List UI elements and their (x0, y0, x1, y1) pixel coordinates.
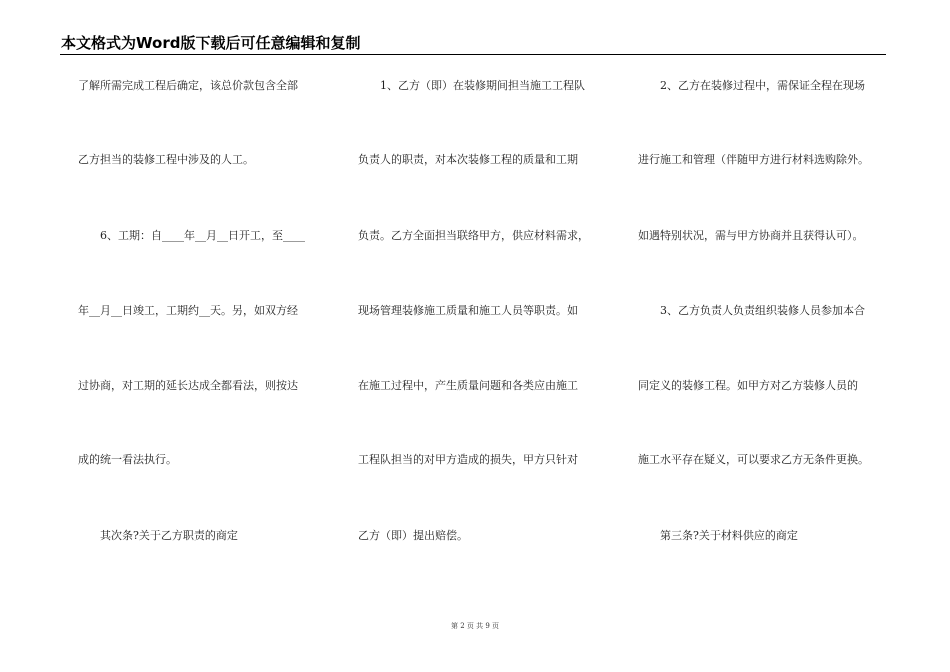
section-heading: 第三条?关于材料供应的商定 (638, 529, 798, 542)
text-line: 6、工期：自____年__月__日开工，至____ (78, 229, 305, 242)
page-number: 第 2 页 共 9 页 (450, 622, 500, 630)
text-line: 同定义的装修工程。如甲方对乙方装修人员的 (638, 379, 858, 392)
text-line: 成的统一看法执行。 (78, 453, 177, 466)
text-line: 乙方担当的装修工程中涉及的人工。 (78, 153, 254, 166)
document-header-title: 本文格式为Word版下载后可任意编辑和复制 (61, 34, 361, 52)
section-heading: 其次条?关于乙方职责的商定 (78, 529, 238, 542)
text-line: 如遇特别状况，需与甲方协商并且获得认可）。 (638, 229, 864, 242)
header-divider (60, 54, 886, 55)
text-line: 3、乙方负责人负责组织装修人员参加本合 (638, 304, 865, 317)
text-line: 负责。乙方全面担当联络甲方，供应材料需求， (358, 229, 589, 242)
text-line: 1、乙方（即）在装修期间担当施工工程队 (358, 79, 585, 92)
text-line: 工程队担当的对甲方造成的损失，甲方只针对 (358, 453, 578, 466)
text-line: 进行施工和管理（伴随甲方进行材料选购除外。 (638, 153, 869, 166)
text-line: 现场管理装修施工质量和施工人员等职责。如 (358, 304, 578, 317)
text-line: 在施工过程中，产生质量问题和各类应由施工 (358, 379, 578, 392)
text-line: 施工水平存在疑义，可以要求乙方无条件更换。 (638, 453, 869, 466)
text-line: 2、乙方在装修过程中，需保证全程在现场 (638, 79, 865, 92)
text-line: 了解所需完成工程后确定，该总价款包含全部 (78, 79, 298, 92)
text-line: 过协商，对工期的延长达成全都看法，则按达 (78, 379, 298, 392)
text-line: 年__月__日竣工，工期约__天。另，如双方经 (78, 304, 298, 317)
text-line: 负责人的职责，对本次装修工程的质量和工期 (358, 153, 578, 166)
text-line: 乙方（即）提出赔偿。 (358, 529, 468, 542)
